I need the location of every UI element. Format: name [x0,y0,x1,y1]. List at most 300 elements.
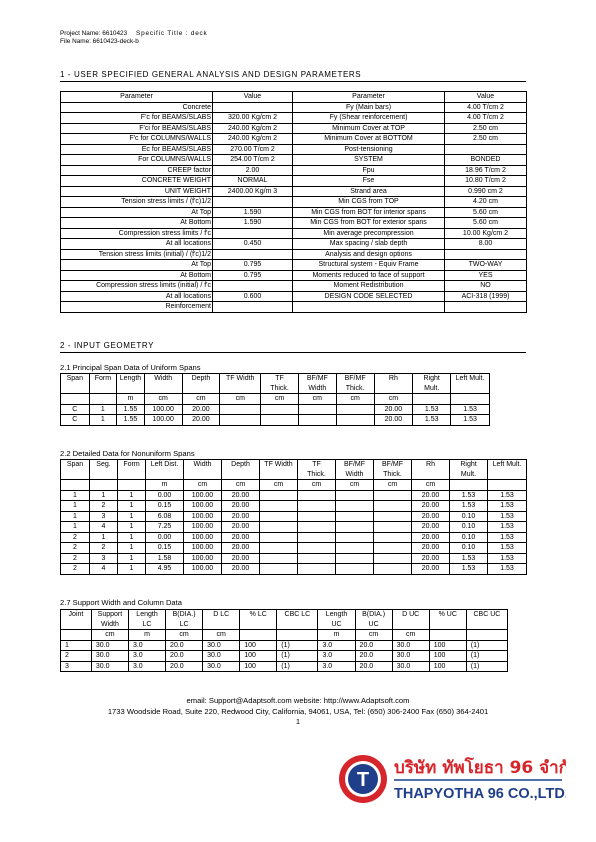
table-cell: 0.10 [450,543,488,554]
table-cell [90,480,118,491]
table-cell: 4 [90,564,118,575]
table-cell: BF/MF [298,374,336,384]
table-cell: 100 [429,661,466,672]
table-cell: cm [374,480,412,491]
table-cell [213,102,293,113]
file-name: File Name: 6610423-deck-b [60,37,139,45]
table-cell: 3.0 [318,661,355,672]
table-cell: UC [318,620,355,630]
table-cell: Minimum Cover at TOP [293,123,445,134]
table-cell [260,543,298,554]
table-cell: (1) [277,640,318,651]
table-row [61,404,490,415]
table-cell [240,630,277,641]
table-cell: 2 [61,543,90,554]
table-cell: 8.00 [445,239,527,250]
table-cell: 1 [90,490,118,501]
table-cell: 4.00 T/cm 2 [445,102,527,113]
table-cell: 3.0 [128,661,165,672]
table-cell: 20.00 [222,522,260,533]
table-cell [374,564,412,575]
table-cell: Seg. [90,460,118,470]
table-cell: 7.25 [146,522,184,533]
table-cell: 1 [61,501,90,512]
table-cell: 30.0 [91,640,128,651]
table-cell: Strand area [293,186,445,197]
parameter-row [61,228,527,239]
table-cell: 4 [90,522,118,533]
parameters-header-row [61,92,527,103]
table-cell [336,522,374,533]
table-cell: 20.00 [412,511,450,522]
table-cell [260,511,298,522]
header-row-2 [61,620,508,630]
table-cell [220,415,261,426]
table-cell: 4.00 T/cm 2 [445,113,527,124]
col-header: Parameter [293,92,445,103]
table-cell [213,302,293,313]
document-header [60,30,208,45]
table-cell: 20.0 [355,640,392,651]
table-cell: 240.00 Kg/cm 2 [213,123,293,134]
table-cell: 1 [118,490,146,501]
table-cell: 100.00 [144,404,182,415]
table-cell: 20.00 [222,532,260,543]
table-cell: 2 [61,553,90,564]
table-cell [261,404,299,415]
table-cell [374,553,412,564]
table-cell: cm [166,630,203,641]
uniform-spans-table [60,373,490,426]
table-cell: 1.53 [451,415,490,426]
table-row [61,501,527,512]
table-cell: Width [184,460,222,470]
table-cell: 1.53 [488,543,527,554]
table-cell: 100.00 [184,501,222,512]
table-cell [450,480,488,491]
table-cell: 1.53 [488,564,527,575]
table-cell [146,470,184,480]
table-cell: 4.95 [146,564,184,575]
table-cell: cm [220,394,261,405]
table-cell: Moments reduced to face of support [293,270,445,281]
table-cell: m [117,394,145,405]
table-row [61,511,527,522]
table-cell: 1 [118,511,146,522]
table-cell [298,532,336,543]
table-cell: BF/MF [374,460,412,470]
table-cell: 1.53 [488,501,527,512]
table-cell: 0.00 [146,532,184,543]
table-cell: 100 [429,640,466,651]
table-row [61,640,508,651]
table-cell [298,415,336,426]
table-cell: 20.0 [166,651,203,662]
table-cell: Length [128,610,165,620]
table-cell [336,553,374,564]
table-cell: 1 [61,490,90,501]
table-cell: 1.53 [488,522,527,533]
parameter-row [61,134,527,145]
table-cell: At Bottom [61,270,213,281]
units-row [61,394,490,405]
table-cell [90,470,118,480]
table-row [61,522,527,533]
table-cell: Support [91,610,128,620]
table-cell [182,384,220,394]
parameter-row [61,186,527,197]
table-cell: At Bottom [61,218,213,229]
table-cell: 20.00 [182,404,220,415]
table-cell: CBC LC [277,610,318,620]
table-cell: Width [336,470,374,480]
table-cell: 0.795 [213,260,293,271]
parameter-row [61,197,527,208]
table-cell: 1 [118,543,146,554]
table-cell [184,470,222,480]
table-cell: 1.53 [450,564,488,575]
table-cell: 1.53 [488,553,527,564]
table-cell: At all locations [61,291,213,302]
table-cell [466,630,507,641]
table-cell: Structural system - Equiv Frame [293,260,445,271]
svg-text:T: T [356,769,370,791]
table-cell: 0.15 [146,501,184,512]
table-cell: 1 [90,532,118,543]
table-cell [445,302,527,313]
parameter-row [61,218,527,229]
col-header: Parameter [61,92,213,103]
table-cell: 2 [61,564,90,575]
table-cell [466,620,507,630]
table-cell: 20.00 [374,404,413,415]
table-cell: 1 [118,564,146,575]
table-cell: 254.00 T/cm 2 [213,155,293,166]
table-cell: cm [222,480,260,491]
svg-text:บริษัท ทัพโยธา 96 จำกัด: บริษัท ทัพโยธา 96 จำกัด [394,758,566,778]
table-cell: Tension stress limits (initial) / (f'c)1/2 [61,249,213,260]
table-2-7-title: 2.7 Support Width and Column Data [60,598,182,607]
table-cell [203,620,240,630]
table-cell: cm [203,630,240,641]
table-cell [118,470,146,480]
table-cell: 1 [61,511,90,522]
table-cell [213,249,293,260]
table-cell [220,384,261,394]
table-cell: 2.50 cm [445,134,527,145]
table-cell [260,532,298,543]
table-cell [222,470,260,480]
table-cell: BF/MF [336,374,374,384]
parameter-row [61,239,527,250]
table-cell: NORMAL [213,176,293,187]
table-cell: 1.53 [488,532,527,543]
table-cell: 100.00 [184,564,222,575]
table-row [61,532,527,543]
table-cell [213,281,293,292]
table-cell: m [318,630,355,641]
table-cell: m [146,480,184,491]
table-cell [220,404,261,415]
table-cell: ACI-318 (1999) [445,291,527,302]
table-cell: 100.00 [184,553,222,564]
table-cell: cm [355,630,392,641]
table-2-2-title: 2.2 Detailed Data for Nonuniform Spans [60,449,195,458]
table-cell: Right [413,374,451,384]
table-cell: 20.0 [166,640,203,651]
table-cell: 2 [61,532,90,543]
table-cell: F'c for COLUMNS/WALLS [61,134,213,145]
table-cell: Mult. [413,384,451,394]
table-cell: 3.0 [318,640,355,651]
table-cell [61,394,90,405]
table-cell: 20.00 [412,543,450,554]
table-cell: At all locations [61,239,213,250]
table-cell: At Top [61,260,213,271]
table-cell: Tension stress limits / (f'c)1/2 [61,197,213,208]
table-cell: 2.50 cm [445,123,527,134]
table-cell: TF Width [220,374,261,384]
table-cell: Concrete [61,102,213,113]
table-cell: 20.00 [412,532,450,543]
table-cell [336,501,374,512]
table-cell [89,394,117,405]
table-cell: 1.53 [413,404,451,415]
table-row [61,490,527,501]
table-cell: Min CGS from BOT for interior spans [293,207,445,218]
table-cell [293,302,445,313]
table-cell: LC [166,620,203,630]
table-cell: 30.0 [203,651,240,662]
table-cell: Reinforcement [61,302,213,313]
table-cell [336,532,374,543]
table-cell: Fpu [293,165,445,176]
header-row-1 [61,610,508,620]
table-cell: 100.00 [144,415,182,426]
section-2-rule [60,352,526,353]
table-cell: Thick. [298,470,336,480]
table-cell: cm [261,394,299,405]
table-cell: Span [61,460,90,470]
table-cell: 30.0 [203,661,240,672]
table-cell: 3 [90,553,118,564]
table-cell: 3 [61,661,92,672]
parameter-row [61,165,527,176]
table-cell: 10.00 Kg/cm 2 [445,228,527,239]
company-logo-mark [336,747,566,807]
table-cell: Minimum Cover at BOTTOM [293,134,445,145]
section-2-title: 2 - INPUT GEOMETRY [60,341,155,350]
table-cell: (1) [277,661,318,672]
table-cell: Depth [222,460,260,470]
table-cell: 2 [90,501,118,512]
company-logo [336,747,566,807]
table-cell [260,501,298,512]
table-cell: cm [184,480,222,491]
table-cell: Right [450,460,488,470]
table-cell [374,543,412,554]
table-cell: For COLUMNS/WALLS [61,155,213,166]
table-cell [336,404,374,415]
table-cell: Mult. [450,470,488,480]
table-cell: 1 [61,522,90,533]
table-cell: 20.00 [222,564,260,575]
table-cell [336,490,374,501]
table-cell: cm [374,394,413,405]
table-cell [336,564,374,575]
table-cell [118,480,146,491]
table-cell: Compression stress limits / f'c [61,228,213,239]
header-row-2 [61,384,490,394]
table-cell: 240.00 Kg/cm 2 [213,134,293,145]
table-cell: 1.53 [488,511,527,522]
table-cell [61,480,90,491]
table-cell: 2400.00 Kg/m 3 [213,186,293,197]
table-cell [298,522,336,533]
table-cell: C [61,404,90,415]
table-cell: SYSTEM [293,155,445,166]
table-cell: Left Mult. [488,460,527,470]
specific-title: Specific Title : deck [136,30,208,37]
table-cell [240,620,277,630]
table-cell: cm [298,394,336,405]
table-cell: 0.600 [213,291,293,302]
table-cell: Analysis and design options [293,249,445,260]
table-cell: Left Mult. [451,374,490,384]
table-cell [61,470,90,480]
col-header: Value [213,92,293,103]
table-cell: % LC [240,610,277,620]
table-2-1-title: 2.1 Principal Span Data of Uniform Spans [60,363,201,372]
units-row [61,630,508,641]
table-cell: Form [118,460,146,470]
table-cell [260,490,298,501]
table-cell: 100.00 [184,532,222,543]
table-cell: TF [298,460,336,470]
table-cell: 20.00 [412,522,450,533]
table-cell: 1 [118,553,146,564]
support-column-table [60,609,508,672]
table-cell: TF Width [260,460,298,470]
table-row [61,564,527,575]
table-cell [298,501,336,512]
table-cell: 6.08 [146,511,184,522]
table-cell [144,384,182,394]
table-cell: 20.00 [412,490,450,501]
table-cell: 30.0 [91,661,128,672]
table-cell: Min average precompression [293,228,445,239]
table-cell [277,620,318,630]
table-cell [61,384,90,394]
table-row [61,661,508,672]
table-row [61,651,508,662]
parameter-row [61,260,527,271]
table-cell: Width [298,384,336,394]
table-cell: 30.0 [91,651,128,662]
table-cell [277,630,318,641]
table-cell: 1.53 [451,404,490,415]
table-cell: 100 [429,651,466,662]
table-cell: 1.53 [488,490,527,501]
table-cell: DESIGN CODE SELECTED [293,291,445,302]
table-cell: 0.00 [146,490,184,501]
table-cell: 3.0 [128,640,165,651]
table-cell: Thick. [261,384,299,394]
table-cell: 1.55 [117,415,145,426]
table-cell: Max spacing / slab depth [293,239,445,250]
table-cell: 1 [118,532,146,543]
table-cell: 2 [90,543,118,554]
parameter-row [61,302,527,313]
table-cell [260,553,298,564]
table-cell [445,144,527,155]
table-cell [374,511,412,522]
table-cell: 2.00 [213,165,293,176]
table-cell: 1 [89,404,117,415]
footer-address: 1733 Woodside Road, Suite 220, Redwood City, California, 94061, USA, Tel: (650) 306-2400 Fax (650) 364-2401 [107,706,489,716]
table-cell [298,404,336,415]
table-cell [298,511,336,522]
table-cell [412,470,450,480]
table-cell [374,532,412,543]
table-cell: 20.0 [166,661,203,672]
table-cell: 100 [240,640,277,651]
table-cell [298,564,336,575]
table-cell [374,501,412,512]
table-cell: 1 [118,501,146,512]
table-cell: cm [412,480,450,491]
table-cell: 0.450 [213,239,293,250]
parameter-row [61,207,527,218]
table-cell [213,197,293,208]
table-cell [429,620,466,630]
table-cell: 100.00 [184,511,222,522]
table-cell: 1.53 [450,490,488,501]
table-cell: 4.20 cm [445,197,527,208]
table-cell [260,564,298,575]
table-cell [336,415,374,426]
table-cell: F'c for BEAMS/SLABS [61,113,213,124]
table-cell: Length [318,610,355,620]
table-cell: Moment Redistribution [293,281,445,292]
table-cell: B(DIA.) [166,610,203,620]
nonuniform-spans-table [60,459,527,575]
table-cell [117,384,145,394]
table-cell: 30.0 [392,651,429,662]
table-cell: 20.00 [412,564,450,575]
parameter-row [61,176,527,187]
table-cell: LC [128,620,165,630]
table-cell: Fy (Main bars) [293,102,445,113]
table-cell: 100.00 [184,522,222,533]
table-cell: CBC UC [466,610,507,620]
table-cell: 5.60 cm [445,218,527,229]
table-cell [429,630,466,641]
table-cell [488,470,527,480]
table-cell: Post-tensioning [293,144,445,155]
table-cell: Length [117,374,145,384]
table-cell: Min CGS from TOP [293,197,445,208]
parameter-row [61,113,527,124]
table-cell: m [128,630,165,641]
table-cell: Thick. [374,470,412,480]
table-cell [445,249,527,260]
table-cell: 20.00 [222,511,260,522]
table-cell [451,394,490,405]
table-cell: Compression stress limits (initial) / f'c [61,281,213,292]
table-cell: 30.0 [392,640,429,651]
table-cell: 0.990 cm 2 [445,186,527,197]
